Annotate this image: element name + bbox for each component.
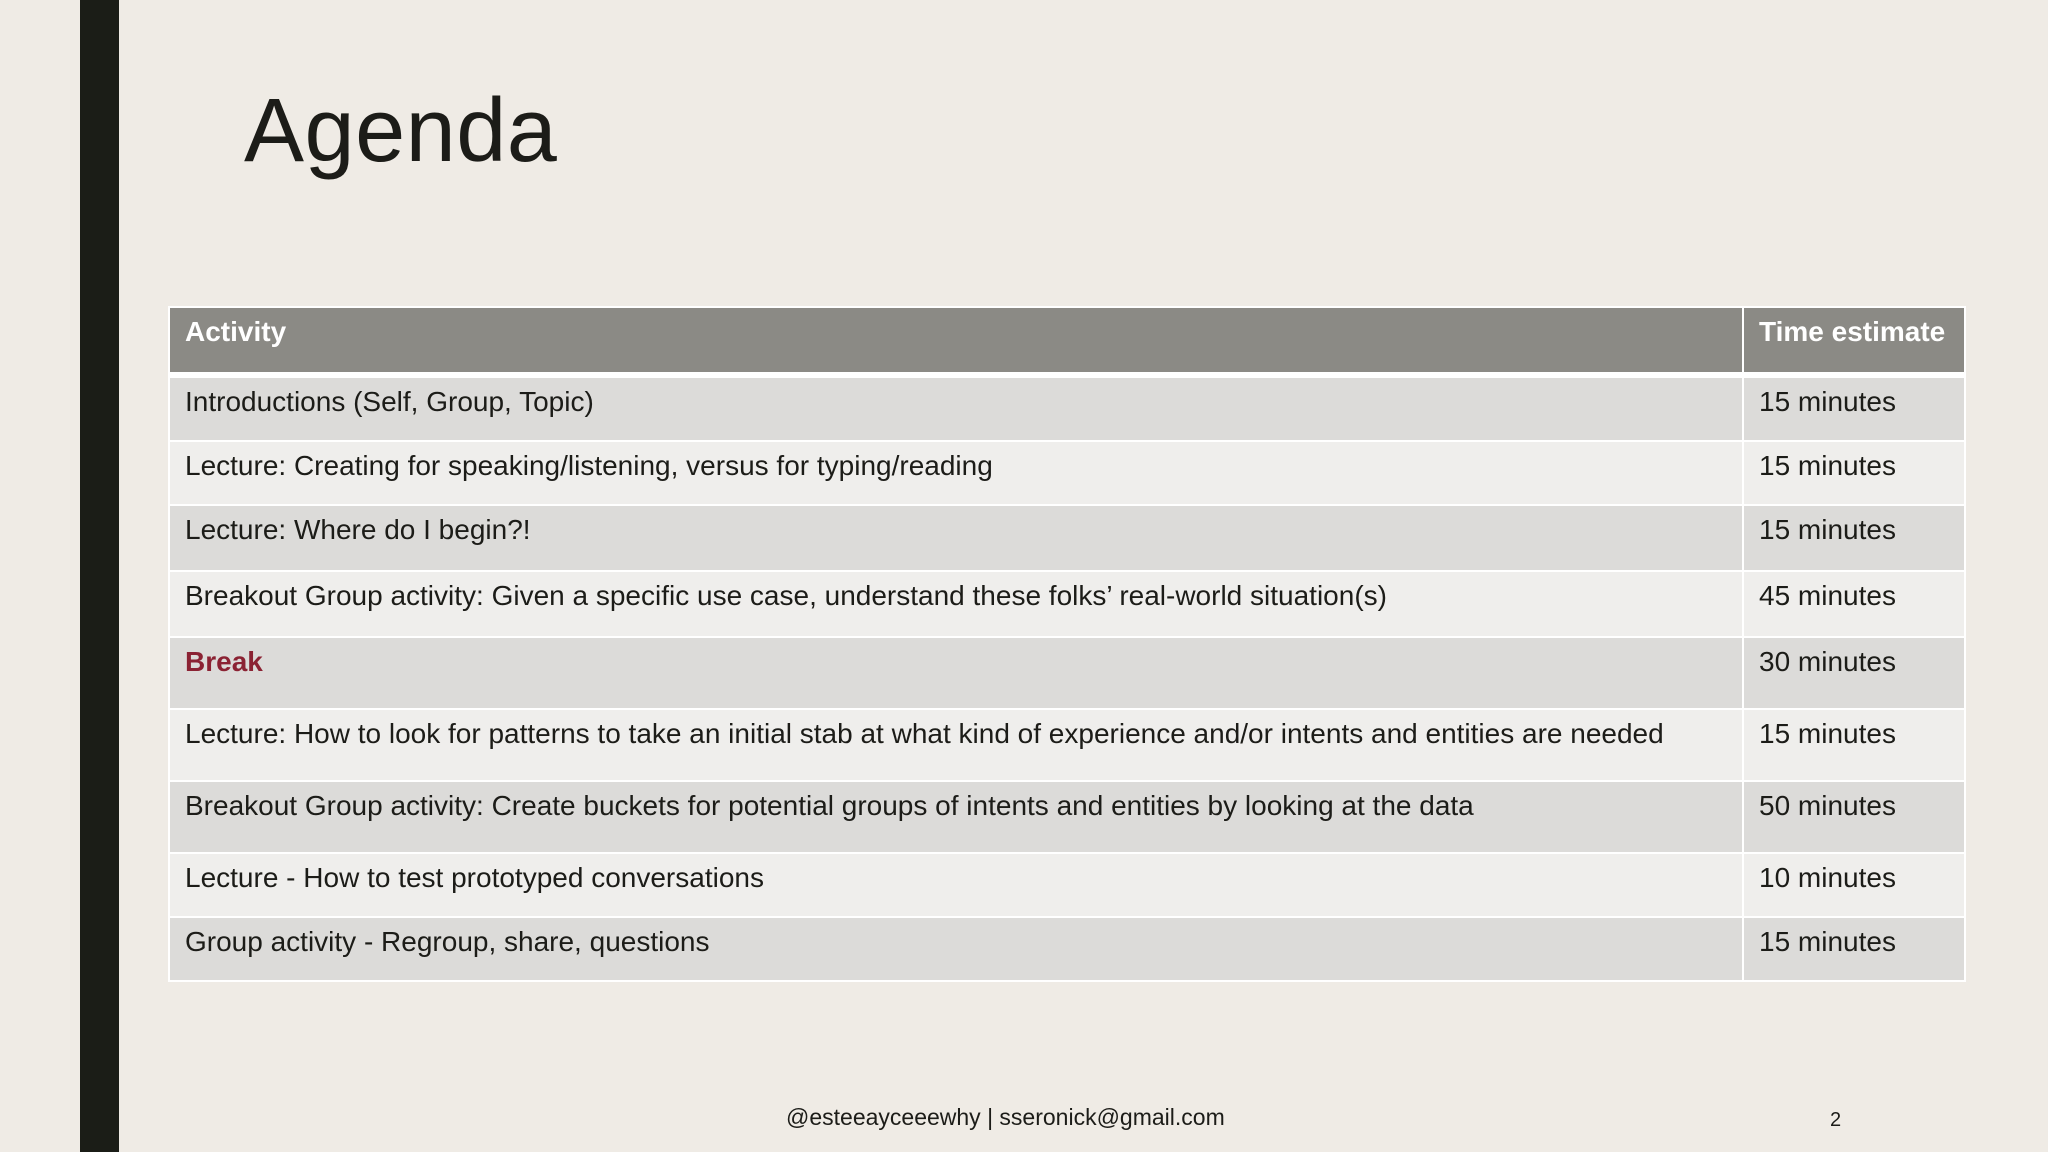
time-cell: 15 minutes <box>1743 709 1965 781</box>
time-cell: 15 minutes <box>1743 917 1965 981</box>
activity-cell <box>169 637 1743 709</box>
table-row <box>169 853 1965 917</box>
time-cell: 30 minutes <box>1743 637 1965 709</box>
activity-cell: Breakout Group activity: Given a specific use case, understand these folks’ real-world situation(s) <box>169 571 1743 637</box>
table-row <box>169 571 1965 637</box>
header-activity: Activity <box>169 307 1743 375</box>
table-row <box>169 709 1965 781</box>
activity-cell: Lecture - How to test prototyped conversations <box>169 853 1743 917</box>
activity-cell: Introductions (Self, Group, Topic) <box>169 375 1743 441</box>
time-cell: 45 minutes <box>1743 571 1965 637</box>
slide-title: Agenda <box>244 81 558 181</box>
time-cell: 15 minutes <box>1743 505 1965 571</box>
time-cell: 15 minutes <box>1743 441 1965 505</box>
table-row <box>169 375 1965 441</box>
accent-bar <box>80 0 119 1152</box>
activity-cell: Lecture: Creating for speaking/listening, versus for typing/reading <box>169 441 1743 505</box>
activity-cell: Group activity - Regroup, share, questions <box>169 917 1743 981</box>
activity-cell: Breakout Group activity: Create buckets for potential groups of intents and entities by looking at the data <box>169 781 1743 853</box>
activity-cell: Lecture: Where do I begin?! <box>169 505 1743 571</box>
break-label: Break <box>185 646 263 677</box>
time-cell: 15 minutes <box>1743 375 1965 441</box>
agenda-table <box>168 306 1966 982</box>
header-time-estimate: Time estimate <box>1743 307 1965 375</box>
table-row <box>169 441 1965 505</box>
table-row <box>169 505 1965 571</box>
time-cell: 10 minutes <box>1743 853 1965 917</box>
table-row <box>169 917 1965 981</box>
footer-contact: @esteeayceeewhy | sseronick@gmail.com <box>786 1104 1225 1130</box>
page-number: 2 <box>1830 1109 1842 1131</box>
table-header-row <box>169 307 1965 375</box>
activity-cell: Lecture: How to look for patterns to take an initial stab at what kind of experience and/or intents and entities are needed <box>169 709 1743 781</box>
time-cell: 50 minutes <box>1743 781 1965 853</box>
table-row <box>169 781 1965 853</box>
table-row-break <box>169 637 1965 709</box>
